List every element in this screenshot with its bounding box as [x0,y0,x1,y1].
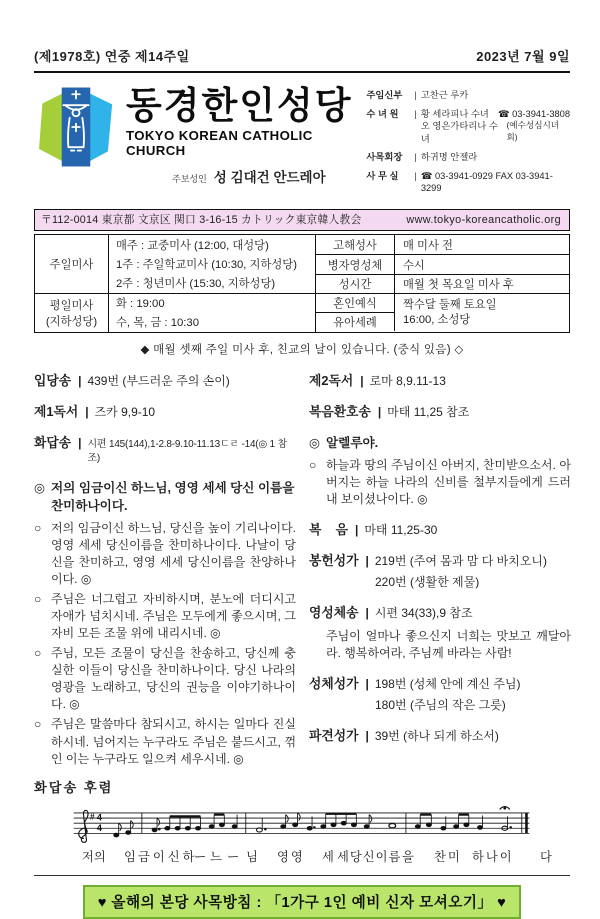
contact-block [366,85,570,201]
separator: | [78,435,82,450]
lyric-syllable: 찬미 [434,849,462,864]
weekday-mass-label [35,294,109,332]
weekday-mass-label-line2: (지하성당) [45,315,98,328]
acclamation-refrain-text: 알렐루야. [326,435,379,450]
lyric-syllable: 금이신하 [138,849,198,864]
verse-marker: ○ [34,717,42,732]
sister1-name: 황 세라피나 수녀 [420,108,489,119]
acclamation-refrain [309,434,571,452]
church-name-english: TOKYO KOREAN CATHOLIC CHURCH [126,127,313,158]
weekday-mass-label-line1: 평일미사 [49,299,94,312]
gospel-acclamation-label: 복음환호송 [309,403,371,419]
communion-hymn-value: 198번 (성체 안에 계신 주님) [374,677,521,692]
entrance-hymn-value: 439번 (부드러운 주의 손이) [87,373,230,388]
mass-table-left [35,235,316,332]
dismissal-hymn [309,727,571,745]
church-title-block [126,87,366,201]
lyric-syllable: 님 [246,849,258,864]
communion-antiphon-value: 시편 34(33),9 참조 [374,605,473,620]
sick-communion-value: 수시 [403,259,425,272]
svg-text:4: 4 [96,812,102,823]
sick-communion-label: 병자영성체 [316,255,395,274]
separator: | [365,553,369,568]
responsorial-psalm-value: 시편 145(144),1-2.8-9.10-11.13ㄷㄹ -14(◎ 1 참조) [87,438,287,464]
weekday-mass-line: 화 : 19:00 [116,298,165,311]
pastor-name: 고찬근 루카 [420,90,469,100]
wedding-label: 혼인예식 [333,298,377,311]
gospel-value: 마태 11,25-30 [364,522,438,537]
lyric-syllable: ー [227,849,240,864]
pastoral-motto-banner: ♥ 올해의 본당 사목방침 : 「1가구 1인 예비 신자 모셔오기」 ♥ [83,885,521,919]
table-row [35,235,315,293]
sisters-note: (예수성심시녀회) [506,120,560,142]
psalm-verse [34,520,296,588]
masthead-divider [34,71,570,73]
separator: | [414,108,417,119]
church-logo-icon [34,85,118,169]
masthead [34,46,570,65]
sister2-name: 오 영은가타리나 수녀 [420,121,498,144]
communion-antiphon-text: 주님이 얼마나 좋으신지 너희는 맛보고 깨달아라. 행복하여라, 주님께 바라는 사람! [326,628,571,660]
gospel-acclamation [309,403,571,421]
lyric-syllable: 느 [210,849,222,864]
contact-row-pastor [366,89,570,102]
gospel [309,521,571,539]
church-name-korean: 동경한인성당 [126,85,353,126]
refrain-marker: ◎ [309,435,320,450]
responsorial-psalm-label: 화답송 [34,434,72,450]
gospel-acclamation-value: 마태 11,25 참조 [387,404,470,419]
issue-date: 2023년 7월 9일 [476,49,570,64]
patron-label: 주보성인 [172,173,207,184]
offertory-hymn-value2: 220번 (생활한 제물) [375,574,480,589]
lyric-syllable: 세당신이름 [337,849,402,864]
separator: | [85,404,89,419]
separator: | [354,522,359,537]
second-reading [309,372,571,390]
score-wrap [34,799,570,869]
fellowship-notice: ◆ 매월 셋째 주일 미사 후, 친교의 날이 있습니다. (중식 있음) ◇ [140,343,464,356]
psalm-verse-text: 주님은 너그럽고 자비하시며, 분노에 더디시고 자애가 넘치시네. 주님은 모두에게 좋으시며, 그 자비 모든 조물 위에 내리시네. ◎ [51,592,296,641]
psalm-refrain [34,479,296,516]
first-reading-label: 제1독서 [34,403,79,419]
patron-name: 성 김대건 안드레아 [213,169,326,185]
mass-table-right [316,235,569,332]
council-name: 하귀명 안젤라 [420,152,478,163]
footer-divider [34,875,570,876]
offertory-hymn [309,552,571,570]
psalm-verse [34,645,296,713]
liturgy-section [34,372,570,771]
music-heading: 화답송 후렴 [34,779,114,795]
svg-text:4: 4 [96,822,102,833]
table-row [316,274,569,294]
website-url: www.tokyo-koreancatholic.org [406,213,561,226]
sisters-phone: ☎ 03-3941-3808 [497,108,570,119]
sunday-mass-line: 2주 : 청년미사 (15:30, 지하성당) [116,277,276,290]
verse-marker: ○ [34,646,42,661]
infant-baptism-label: 유아세례 [316,312,394,331]
separator: | [360,373,364,388]
wedding-baptism-labels [316,294,395,331]
entrance-hymn [34,372,296,390]
lyric-syllable: 세 [322,849,334,864]
offertory-hymn-label: 봉헌성가 [309,552,359,568]
verse-marker: ○ [34,592,42,607]
holy-hour-value: 매월 첫 목요일 미사 후 [403,279,514,292]
gospel-label: 복 음 [309,521,348,537]
address-bar [34,209,570,231]
confession-label: 고해성사 [316,235,395,255]
issue-number: (제1978호) 연중 제14주일 [34,49,190,64]
patron-row [126,166,366,186]
sunday-mass-times [109,235,315,293]
lyric-syllable: ー [194,849,207,864]
communion-hymn-value2: 180번 (주님의 작은 그릇) [375,698,506,713]
separator: | [377,404,382,419]
table-row [35,293,315,332]
communion-antiphon [309,604,571,622]
logo-band [34,85,570,201]
psalm-verse-text: 주님은 말씀마다 참되시고, 하시는 일마다 진실하시네. 넘어지는 누구라도 주님은 붙드시고, 꺾인 이는 누구라도 일으켜 세우시네. ◎ [51,717,296,766]
psalm-refrain-score-icon [34,801,570,847]
liturgy-left-column [34,372,296,771]
psalm-refrain-text: 저의 임금이신 하느님, 영영 세세 당신 이름을 찬미하나이다. [51,480,295,513]
separator: | [414,152,417,163]
contact-row-office [366,170,570,195]
wedding-value-line: 짝수달 둘째 토요일 [403,298,497,311]
psalm-verse-text: 주님, 모든 조물이 당신을 찬송하고, 당신께 충실한 이들이 당신을 찬미하나이다. 당신 나라의 영광을 노래하고, 당신의 권능을 이야기하나이다. ◎ [51,646,296,712]
lyric-syllable: 을 [402,849,414,864]
refrain-marker: ◎ [34,480,45,495]
separator: | [414,170,417,181]
lyric-syllable: 영영 [277,849,305,864]
entrance-hymn-label: 입당송 [34,372,72,388]
table-row [316,235,569,255]
psalm-verse-text: 저의 임금이신 하느님, 당신을 높이 기리나이다. 영영 세세 당신이름을 찬미하나이다. 나날이 당신을 찬미하고, 영영 세세 당신이름을 찬양하나이다. ◎ [51,521,296,587]
responsorial-psalm [34,434,296,466]
council-label: 사목회장 [366,152,403,163]
table-row [316,293,569,331]
lyric-syllable: 다 [540,849,552,864]
sunday-mass-line: 매주 : 교중미사 (12:00, 대성당) [116,239,269,252]
first-reading-value: 즈카 9,9-10 [94,404,156,419]
communion-antiphon-label: 영성체송 [309,604,359,620]
sister-line-2 [421,120,570,145]
separator: | [414,90,417,100]
separator: | [78,373,82,388]
verse-marker: ○ [34,521,42,536]
lyric-syllable: 임 [124,849,136,864]
table-row [316,254,569,274]
dismissal-hymn-label: 파견성가 [309,727,359,743]
lyric-syllable: 하나이 [472,849,514,864]
separator: | [365,677,369,692]
sunday-mass-line: 1주 : 주일학교미사 (10:30, 지하성당) [116,258,297,271]
holy-hour-label: 성시간 [316,275,395,294]
acclamation-verse [309,457,571,508]
sunday-mass-label: 주일미사 [35,235,109,293]
sisters-label: 수 녀 원 [366,108,399,119]
wedding-value-line: 16:00, 소성당 [403,313,471,326]
dismissal-hymn-value: 39번 (하나 되게 하소서) [374,728,499,743]
communion-hymn-label: 성체성가 [309,676,359,692]
separator: | [365,605,369,620]
weekday-mass-line: 수, 목, 금 : 10:30 [116,317,199,330]
office-label: 사 무 실 [366,170,399,181]
psalm-verse [34,591,296,642]
acclamation-verse-text: 하늘과 땅의 주님이신 아버지, 찬미받으소서. 아버지는 하늘 나라의 신비를 철부지들에게 드러내 보이셨나이다. ◎ [326,457,571,506]
lyric-syllable: 저의 [82,849,106,864]
confession-value: 매 미사 전 [403,239,453,252]
weekday-mass-times [109,294,315,332]
wedding-baptism-value [395,294,569,331]
office-phone: ☎ 03-3941-0929 FAX 03-3941-3299 [420,170,553,194]
liturgy-right-column [309,372,571,771]
mass-schedule-table [34,234,570,333]
communion-hymn [309,675,571,693]
sister-line-1 [421,108,570,121]
contact-row-sisters [366,108,570,146]
second-reading-label: 제2독서 [309,372,354,388]
second-reading-value: 로마 8,9.11-13 [369,373,446,388]
postal-address: 〒112-0014 東京都 文京区 関口 3-16-15 カトリック東京韓人教会 [41,214,362,227]
pastor-label: 주임신부 [366,90,403,100]
psalm-refrain-music [34,777,570,869]
sisters-value [421,108,570,146]
psalm-verse [34,716,296,767]
offertory-hymn-value: 219번 (주여 몸과 맘 다 바치오니) [374,553,548,568]
first-reading [34,403,296,421]
contact-row-council [366,151,570,164]
svg-text:#: # [89,811,95,822]
separator: | [365,728,369,743]
verse-marker: ○ [309,457,317,472]
